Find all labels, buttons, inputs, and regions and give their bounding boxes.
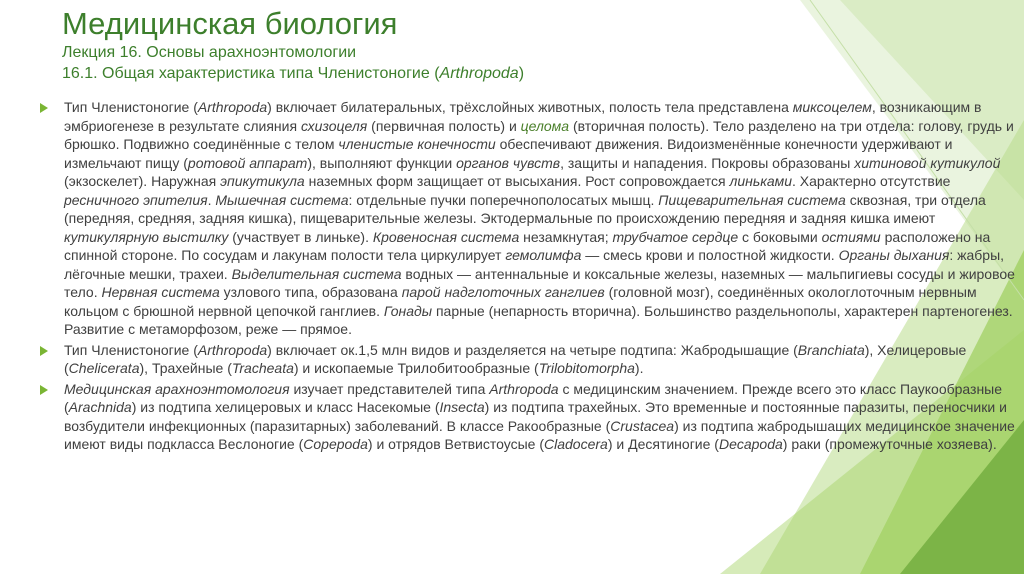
term-italic: остиями — [821, 228, 881, 245]
term-italic: Гонады — [383, 302, 433, 319]
text-segment: ) и ископаемые Трилобитообразные ( — [293, 360, 539, 376]
text-segment: с боковыми — [738, 228, 822, 245]
term-italic: трубчатое сердце — [612, 228, 739, 245]
term-italic: линьками — [729, 173, 792, 189]
term-italic: органов чувств — [456, 154, 561, 171]
text-segment: изучает представителей типа — [289, 380, 490, 397]
text-segment: Тип Членистоногие ( — [64, 341, 198, 358]
section-subtitle-text: 16.1. Общая характеристика типа Членистоногие ( — [62, 65, 440, 82]
text-segment: с медицинским значением. Прежде всего это класс Паукообразные ( — [64, 380, 1003, 415]
term-italic: Выделительная система — [231, 265, 402, 282]
slide-title: Медицинская биология — [62, 6, 398, 41]
text-segment: ). — [634, 360, 644, 376]
text-segment: ), Трахейные ( — [139, 360, 232, 376]
bullet-item-3 — [38, 380, 1020, 454]
bullet-arrow-icon — [40, 346, 48, 356]
term-italic: целома — [520, 117, 570, 134]
bullet-item-1 — [38, 98, 1020, 339]
text-segment: ), выполняют функции — [307, 154, 457, 171]
bullet-list — [38, 98, 1020, 456]
term-italic: членистые конечности — [338, 136, 496, 152]
text-segment: , возникающим в эмбриогенезе в результате слияния — [64, 99, 982, 134]
text-segment: ) и отрядов Ветвистоусые ( — [367, 436, 544, 452]
text-segment: (вторичная полость). Тело разделено на три отдела: голову, грудь и брюшко. Подвижно соединённые с телом — [64, 117, 1014, 152]
term-italic: Branchiata — [797, 341, 865, 358]
title-block — [62, 6, 962, 84]
term-italic: Нервная система — [101, 284, 220, 300]
text-segment: наземных форм защищает от высыхания. Рост сопровождается — [304, 173, 730, 189]
bullet-arrow-icon — [40, 103, 48, 113]
text-segment: , защиты и нападения. Покровы образованы — [560, 154, 855, 171]
term-italic: Copepoda — [303, 436, 368, 452]
term-italic: Arthropoda — [197, 341, 268, 358]
term-italic: ротовой аппарат — [187, 154, 308, 171]
text-segment: незамкнутая; — [519, 228, 613, 245]
term-italic: Пищеварительная система — [658, 191, 846, 208]
lecture-subtitle: Лекция 16. Основы арахноэнтомологии — [62, 44, 357, 61]
term-italic: Insecta — [439, 399, 485, 415]
term-italic: ресничного эпителия — [64, 191, 208, 208]
term-italic: хитиновой кутикулой — [854, 154, 1001, 171]
term-italic: Crustacea — [610, 417, 675, 434]
text-segment: . Характерно отсутствие — [792, 173, 951, 189]
text-segment: — смесь крови и полостной жидкости. — [581, 247, 839, 263]
text-segment: ) из подтипа трахейных. Это временные и постоянные паразиты, переносчики и возбудители инфекционных (паразитарных) заболеваний. В классе Ракообразные ( — [64, 399, 1007, 434]
section-subtitle-latin: Arthropoda — [439, 65, 519, 82]
text-segment: ) включает ок.1,5 млн видов и разделяется на четыре подтипа: Жабродышащие ( — [267, 341, 798, 358]
text-segment: ) и Десятиногие ( — [607, 436, 719, 452]
term-italic: Arachnida — [68, 399, 132, 415]
term-italic: Chelicerata — [68, 360, 140, 376]
text-segment: : отдельные пучки поперечнополосатых мышц. — [348, 191, 659, 208]
section-subtitle — [62, 63, 962, 84]
text-segment: обеспечивают движения. Видоизменённые конечности удерживают и измельчают пищу ( — [64, 136, 953, 171]
bullet-item-2 — [38, 341, 1020, 378]
text-segment: парные (непарность вторична). Большинство раздельнополы, характерен партеногенез. Развитие с метаморфозом, реже — прямое. — [64, 302, 1013, 337]
bullet-text — [64, 98, 1020, 339]
term-italic: Tracheata — [231, 360, 294, 376]
term-italic: парой надглоточных ганглиев — [401, 284, 605, 300]
text-segment: : жабры, лёгочные мешки, трахеи. — [64, 247, 1005, 282]
term-italic: гемолимфа — [505, 247, 582, 263]
text-segment: ) включает билатеральных, трёхслойных животных, полость тела представлена — [267, 99, 793, 115]
text-segment: расположено на спинной стороне. По сосудам и лакунам полости тела циркулирует — [64, 228, 991, 263]
term-italic: Arthropoda — [197, 99, 268, 115]
term-italic: схизоцеля — [300, 117, 368, 134]
text-segment: сквозная, три отдела (передняя, средняя, задняя кишка), пищеварительные железы. Эктодермальные по происхождению передняя и задняя кишка имеют — [64, 191, 986, 226]
bullet-text — [64, 341, 1020, 378]
term-italic: Медицинская арахноэнтомология — [64, 380, 290, 397]
text-segment: (экзоскелет). Наружная — [64, 173, 221, 189]
text-segment: водных — антеннальные и коксальные железы, наземных — мальпигиевы сосуды и жировое тело. — [64, 265, 1015, 300]
bullet-text — [64, 380, 1020, 454]
term-italic: Cladocera — [544, 436, 608, 452]
term-italic: Мышечная система — [215, 191, 349, 208]
term-italic: Decapoda — [718, 436, 783, 452]
text-segment: . — [207, 191, 216, 208]
text-segment: ) из подтипа жабродышащих медицинское значение имеют виды подкласса Веслоногие ( — [64, 417, 1015, 452]
term-italic: миксоцелем — [792, 99, 872, 115]
text-segment: Тип Членистоногие ( — [64, 99, 198, 115]
term-italic: Кровеносная система — [372, 228, 520, 245]
section-subtitle-close: ) — [518, 65, 525, 82]
text-segment: (первичная полость) и — [367, 117, 521, 134]
text-segment: (головной мозг), соединённых окологлоточным нервным кольцом с брюшной нервной цепочкой ганглиев. — [64, 284, 977, 319]
text-segment: ), Хелицеровые ( — [64, 341, 967, 376]
text-segment: ) раки (промежуточные хозяева). — [782, 436, 997, 452]
term-italic: Trilobitomorpha — [538, 360, 635, 376]
term-italic: эпикутикула — [220, 173, 305, 189]
text-segment: ) из подтипа хелицеровых и класс Насекомые ( — [131, 399, 440, 415]
text-segment: узлового типа, образована — [219, 284, 402, 300]
bullet-arrow-icon — [40, 385, 48, 395]
term-italic: кутикулярную выстилку — [64, 228, 229, 245]
term-italic: Arthropoda — [489, 380, 559, 397]
term-italic: Органы дыхания — [838, 247, 950, 263]
text-segment: (участвует в линьке). — [228, 228, 373, 245]
